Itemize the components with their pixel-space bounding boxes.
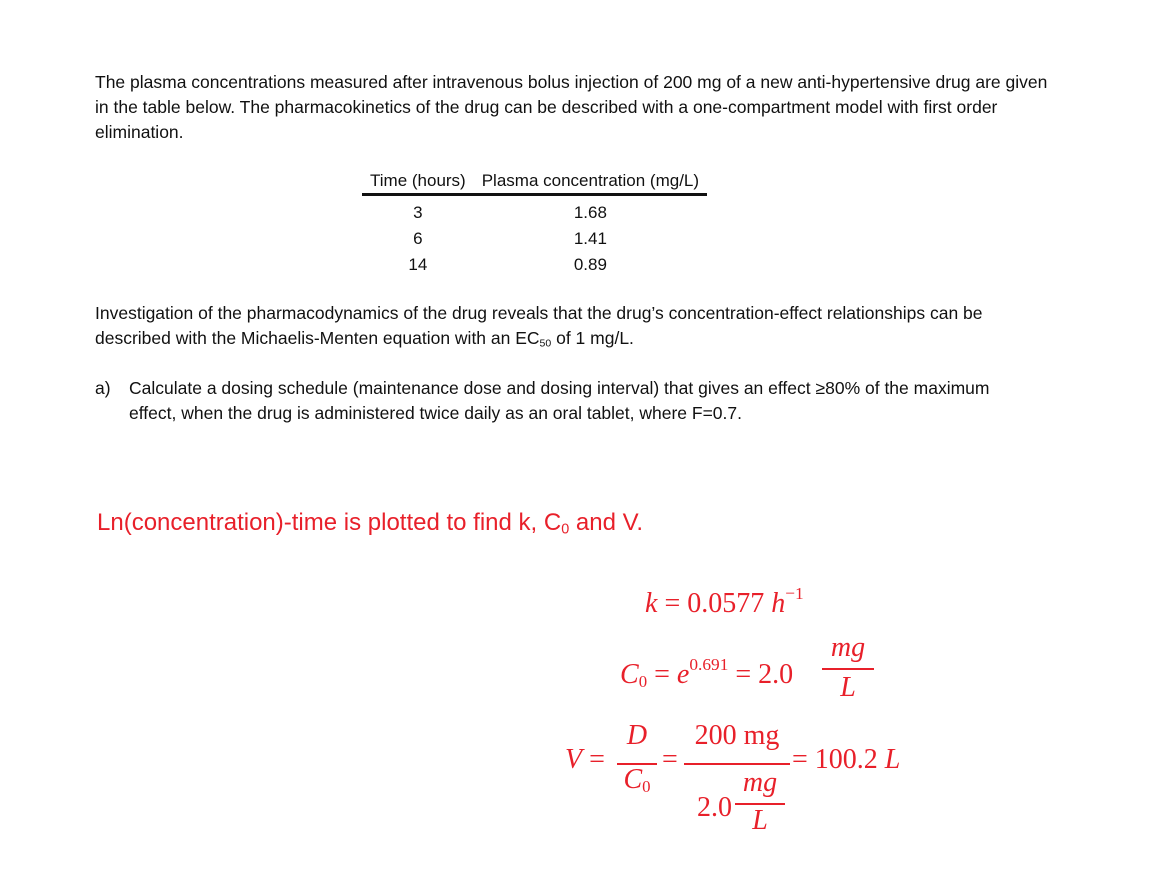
heading-text: Ln(concentration)-time is plotted to find k, C: [97, 509, 562, 536]
c0-value: 2.0: [758, 659, 794, 691]
c0-equation: [620, 655, 793, 692]
k-symbol: k: [645, 588, 658, 620]
k-equation: [645, 584, 804, 620]
table-row: [362, 252, 707, 278]
denominator-unit-denominator: L: [752, 805, 768, 836]
main-fraction-bar: [684, 763, 790, 765]
equals-sign: =: [728, 659, 759, 691]
concentration-cell: 0.89: [573, 255, 607, 274]
v-value: 100.2: [814, 744, 885, 775]
question-text: Calculate a dosing schedule (maintenance dose and dosing interval) that gives an effect ≥80% of the maximum effect, when the drug is administered twice daily as an oral tablet, where F=0.7.: [129, 378, 990, 423]
c0-unit-denominator: L: [840, 672, 856, 703]
table-header-row: [362, 170, 707, 195]
k-unit-exponent: −1: [785, 584, 804, 603]
pd-text-end: of 1 mg/L.: [551, 328, 634, 348]
k-value: 0.0577: [687, 588, 772, 620]
denominator-unit-numerator: mg: [742, 767, 778, 798]
c0-unit-fraction-bar: [822, 668, 874, 670]
table-row: [362, 226, 707, 252]
c0-value-denominator: 2.0: [697, 792, 732, 823]
concentration-cell: 1.41: [573, 229, 607, 248]
c0-symbol: C: [620, 659, 639, 691]
column-header-concentration: Plasma concentration (mg/L): [474, 170, 707, 195]
v-equation-lhs: [565, 744, 605, 776]
equals-sign: =: [647, 659, 677, 691]
equals-sign: =: [657, 588, 688, 620]
pharmacodynamics-paragraph: [95, 301, 1055, 357]
v-result: [792, 744, 900, 776]
c0-unit-numerator: mg: [830, 632, 866, 663]
solution-heading: [97, 509, 643, 538]
concentration-table: [362, 170, 707, 278]
e-exponent: 0.691: [689, 655, 729, 674]
time-cell: 3: [413, 203, 423, 222]
equals-sign: =: [582, 744, 605, 775]
dose-numerator: D: [626, 720, 648, 751]
k-unit: h: [771, 588, 786, 620]
column-header-time: Time (hours): [362, 170, 474, 195]
pd-text: Investigation of the pharmacodynamics of the drug reveals that the drug’s concentration-effect relationships can be described with the Michaelis-Menten equation with an EC: [95, 303, 983, 348]
equals-sign: =: [792, 744, 815, 775]
time-cell: 14: [408, 255, 428, 274]
v-symbol: V: [565, 744, 583, 775]
ec50-subscript: 50: [539, 337, 552, 350]
time-cell: 6: [413, 229, 423, 248]
heading-text-end: and V.: [569, 509, 644, 536]
c0-subscript: 0: [642, 777, 651, 797]
c0-symbol: C: [623, 764, 643, 795]
equals-sign: =: [662, 744, 678, 775]
concentration-cell: 1.68: [573, 203, 607, 222]
c0-denominator: [617, 764, 657, 797]
table-row: [362, 195, 707, 227]
c0-subscript: 0: [638, 672, 648, 692]
heading-subscript: 0: [561, 521, 570, 538]
e-base: e: [676, 659, 690, 691]
question-marker: a): [95, 378, 111, 398]
intro-paragraph: The plasma concentrations measured after intravenous bolus injection of 200 mg of a new anti-hypertensive drug are given in the table below. The pharmacokinetics of the drug can be described with a one-compartment model with first order elimination.: [95, 72, 1048, 142]
v-unit: L: [884, 744, 901, 775]
dose-200mg-numerator: 200 mg: [694, 720, 780, 751]
